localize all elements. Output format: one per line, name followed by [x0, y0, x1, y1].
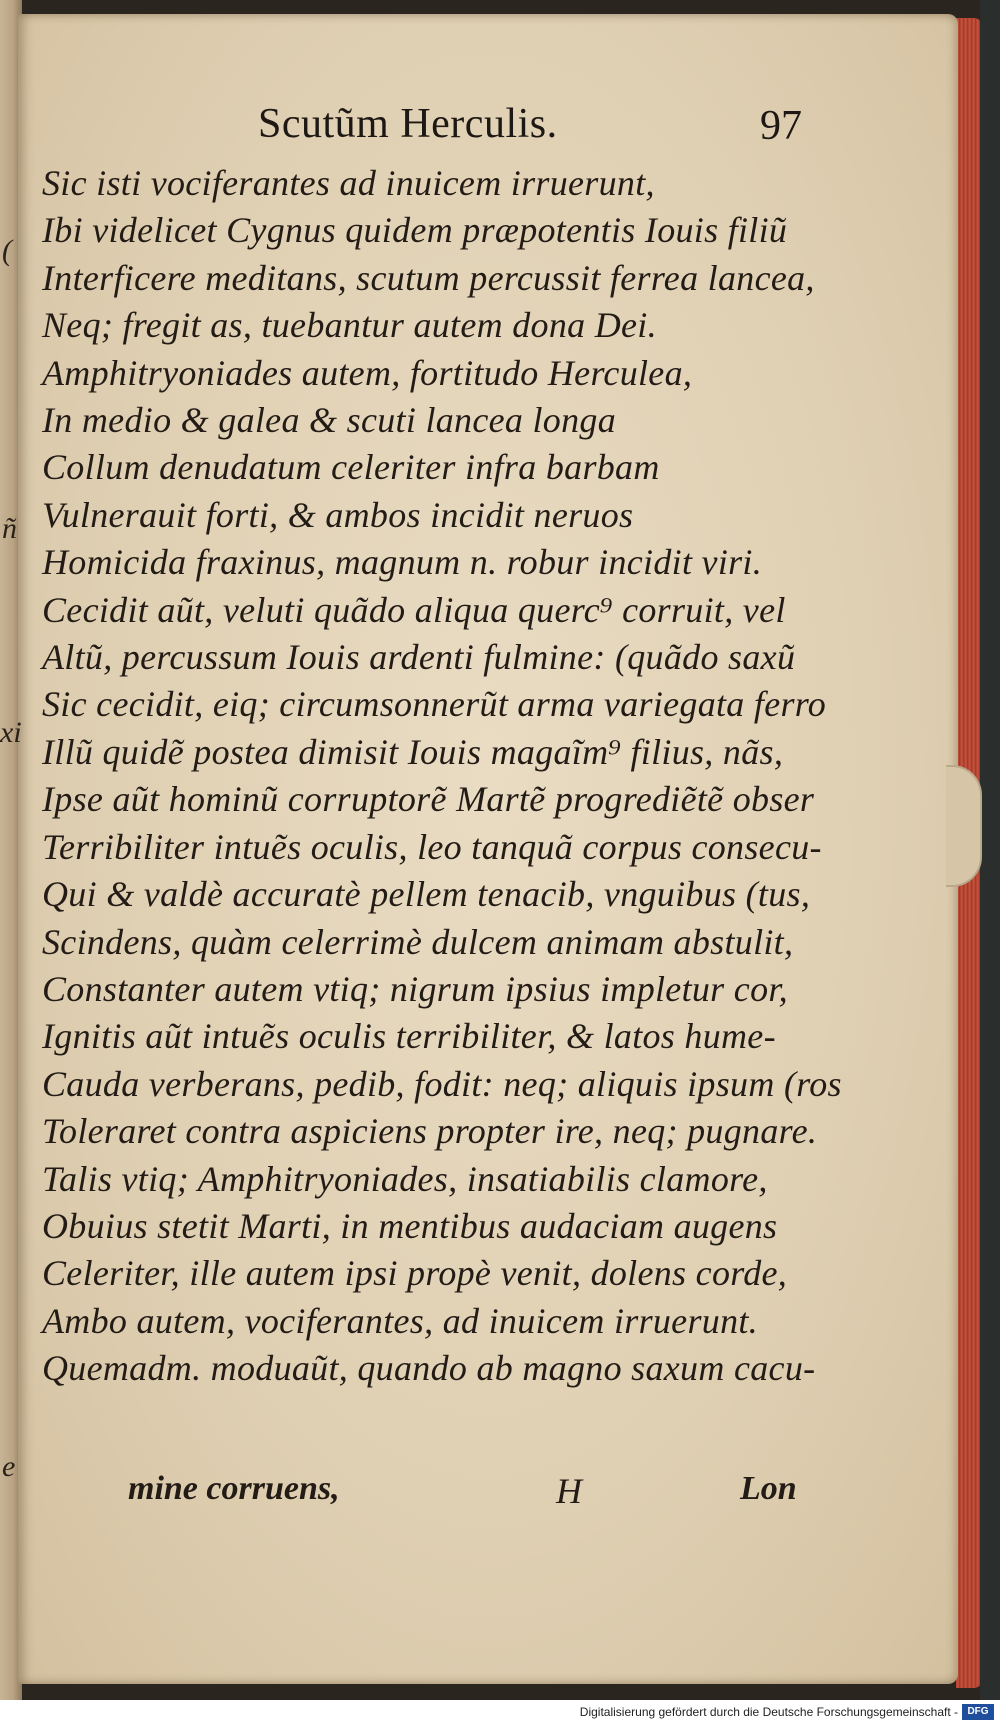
book-cover	[980, 0, 1000, 1726]
text-line: Obuius stetit Marti, in mentibus audaciam augens	[42, 1205, 778, 1246]
page-tab	[946, 765, 982, 887]
text-line: Illũ quidẽ postea dimisit Iouis magaĩm⁹ filius, nãs,	[42, 731, 784, 772]
margin-mark: e	[2, 1450, 16, 1483]
text-line: Talis vtiq; Amphitryoniades, insatiabilis clamore,	[42, 1158, 768, 1199]
text-line: In medio & galea & scuti lancea longa	[42, 400, 617, 441]
catchline	[128, 1470, 848, 1520]
text-line: Amphitryoniades autem, fortitudo Herculea,	[42, 352, 693, 393]
text-line: Collum denudatum celeriter infra barbam	[42, 447, 660, 488]
book-page	[18, 14, 958, 1684]
text-line: Toleraret contra aspiciens propter ire, neq; pugnare.	[42, 1111, 818, 1152]
text-line: Cauda verberans, pedib, fodit: neq; aliquis ipsum (ros	[42, 1063, 842, 1104]
catchline-text: mine corruens,	[128, 1470, 340, 1507]
text-line: Neq; fregit as, tuebantur autem dona Dei.	[42, 305, 657, 346]
text-line: Altũ, percussum Iouis ardenti fulmine: (quãdo saxũ	[42, 637, 796, 678]
margin-mark: ñ	[2, 512, 17, 545]
text-line: Homicida fraxinus, magnum n. robur incidit viri.	[42, 542, 763, 583]
margin-mark: (	[2, 234, 12, 267]
page-header	[18, 100, 958, 160]
text-line: Interficere meditans, scutum percussit ferrea lancea,	[42, 257, 815, 298]
text-line: Sic isti vociferantes ad inuicem irruerunt,	[42, 163, 655, 203]
text-line: Qui & valdè accuratè pellem tenacib, vnguibus (tus,	[42, 874, 811, 915]
text-line: Celeriter, ille autem ipsi propè venit, dolens corde,	[42, 1253, 788, 1294]
text-line: Scindens, quàm celerrimè dulcem animam abstulit,	[42, 921, 794, 962]
dfg-logo: DFG	[962, 1704, 994, 1720]
catchword: Lon	[740, 1470, 797, 1507]
running-title: Scutũm Herculis.	[258, 101, 558, 147]
text-line: Cecidit aũt, veluti quãdo aliqua querc⁹ corruit, vel	[42, 589, 786, 630]
text-line: Ibi videlicet Cygnus quidem præpotentis Iouis filiũ	[42, 210, 788, 251]
text-line: Ipse aũt hominũ corruptorẽ Martẽ progrediẽtẽ obser	[42, 779, 815, 820]
text-line: Ambo autem, vociferantes, ad inuicem irruerunt.	[42, 1300, 758, 1341]
funding-credit: Digitalisierung gefördert durch die Deutsche Forschungsgemeinschaft -	[579, 1705, 958, 1719]
text-line: Vulnerauit forti, & ambos incidit neruos	[42, 494, 634, 535]
signature-mark: H	[556, 1471, 582, 1511]
poem-text	[42, 160, 872, 1393]
text-line: Terribiliter intuẽs oculis, leo tanquã corpus consecu-	[42, 826, 822, 867]
text-line: Quemadm. moduaũt, quando ab magno saxum cacu-	[42, 1348, 816, 1389]
text-line: Sic cecidit, eiq; circumsonnerũt arma variegata ferro	[42, 684, 827, 725]
text-line: Ignitis aũt intuẽs oculis terribiliter, & latos hume-	[42, 1016, 776, 1057]
margin-mark: xi	[0, 716, 22, 749]
text-line: Constanter autem vtiq; nigrum ipsius impletur cor,	[42, 968, 788, 1009]
page-number: 97	[760, 103, 802, 149]
footer-bar	[0, 1700, 1000, 1726]
